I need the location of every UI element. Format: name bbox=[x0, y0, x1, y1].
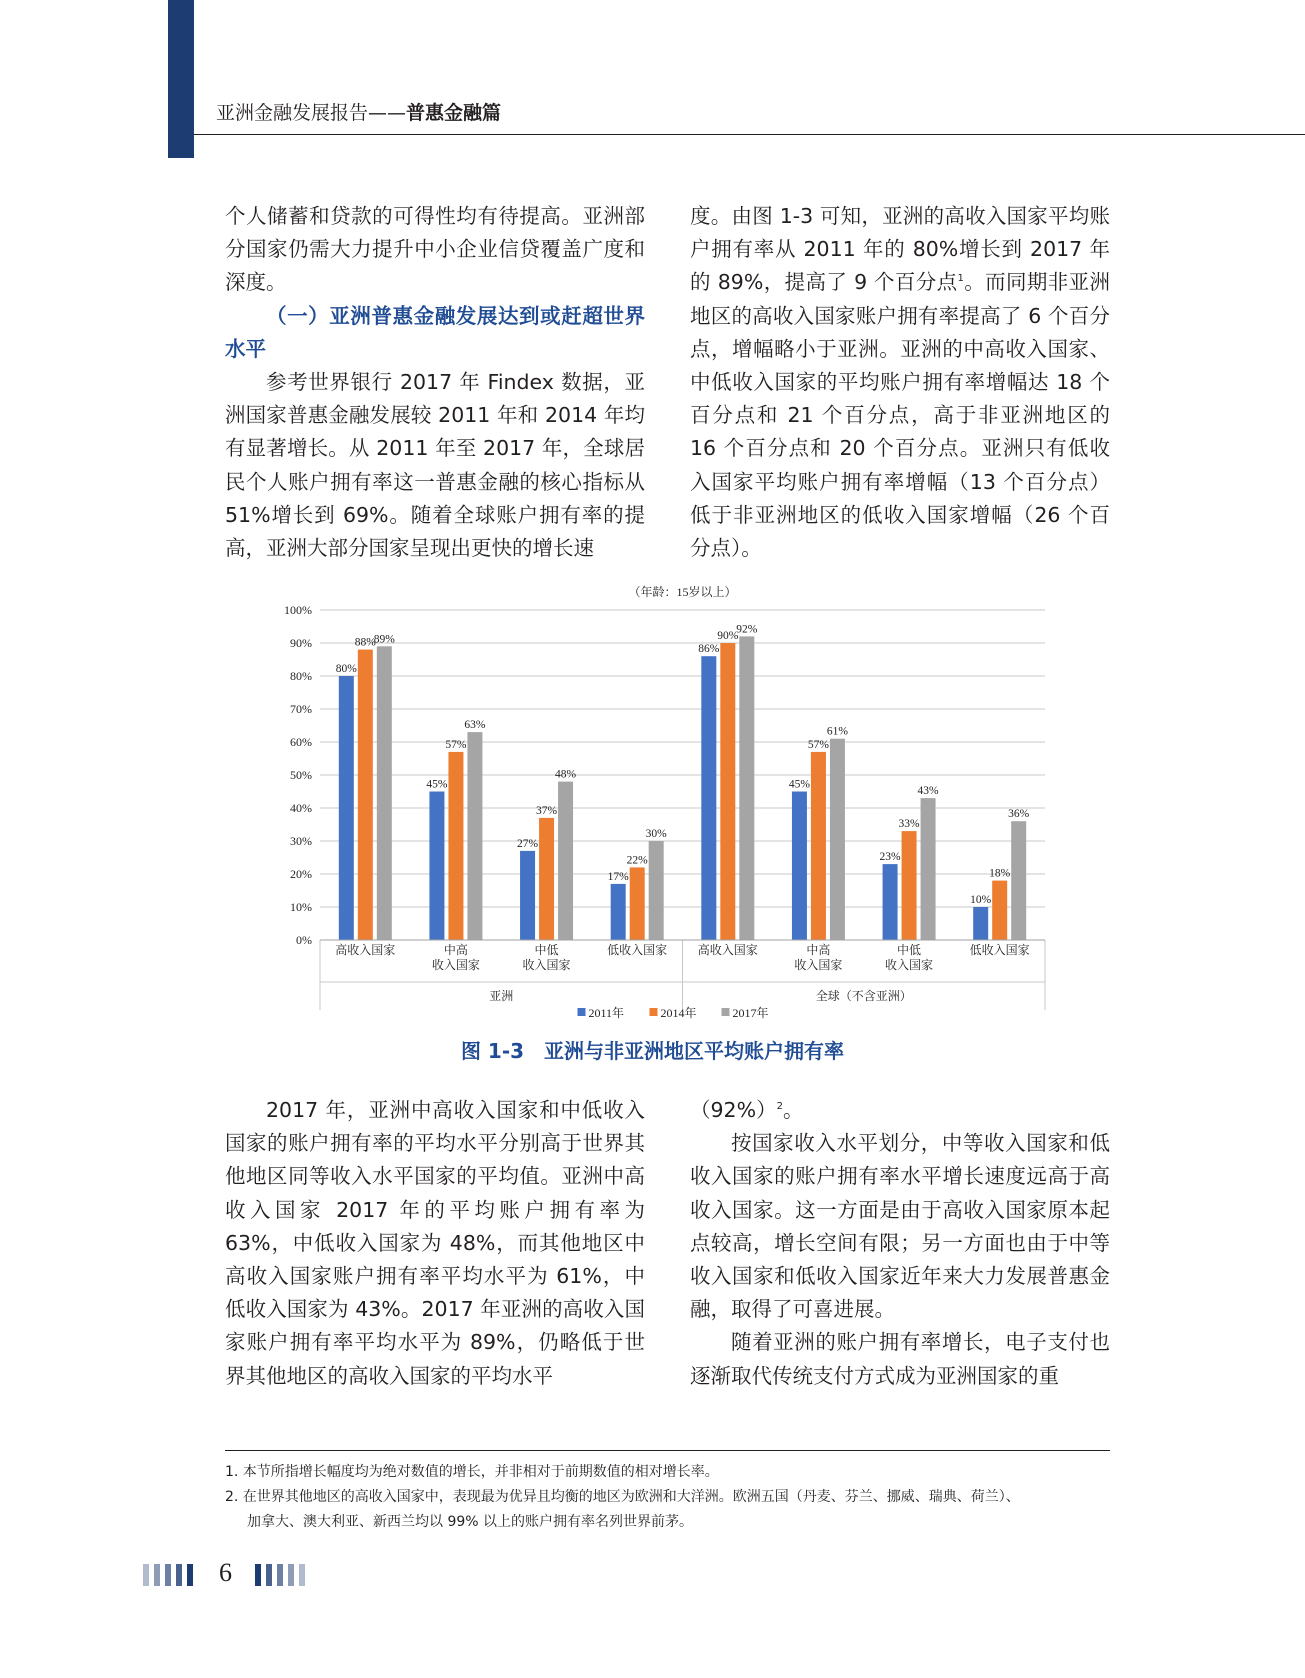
data-label: 27% bbox=[517, 837, 539, 850]
x-tick-label: 中低 bbox=[897, 943, 922, 957]
bar bbox=[701, 656, 716, 940]
data-label: 30% bbox=[645, 828, 667, 840]
x-tick-label: 收入国家 bbox=[794, 958, 843, 972]
paragraph: 随着亚洲的账户拥有率增长，电子支付也逐渐取代传统支付方式成为亚洲国家的重 bbox=[690, 1330, 1110, 1388]
bar bbox=[429, 792, 444, 941]
header-accent-bar bbox=[168, 0, 194, 158]
bar bbox=[467, 732, 482, 940]
bar bbox=[611, 884, 626, 940]
paragraph: 参考世界银行 2017 年 Findex 数据，亚洲国家普惠金融发展较 2011 年和 2014 年均有显著增长。从 2011 年至 2017 年，全球居民个人账户拥有率这一普惠金融的核心指标从 51%增长到 69%。随着全球账户拥有率的提高，亚洲大部分国家呈现出更快的增长速 bbox=[225, 370, 645, 561]
text-column-4 bbox=[690, 1094, 1110, 1393]
running-header bbox=[216, 98, 501, 125]
footnote-ref-1[interactable]: 1 bbox=[957, 273, 964, 285]
x-tick-label: 高收入国家 bbox=[335, 943, 396, 957]
figure-caption: 图 1-3 亚洲与非亚洲地区平均账户拥有率 bbox=[460, 1039, 845, 1063]
data-label: 23% bbox=[879, 851, 901, 864]
bar bbox=[720, 643, 735, 940]
bar bbox=[739, 636, 754, 940]
y-tick-label: 10% bbox=[290, 900, 312, 914]
page-number: 6 bbox=[219, 1558, 232, 1587]
bar bbox=[358, 650, 373, 940]
y-tick-label: 20% bbox=[290, 867, 312, 881]
footnote-rule bbox=[225, 1450, 1110, 1451]
data-label: 18% bbox=[989, 867, 1011, 880]
legend-swatch bbox=[578, 1008, 586, 1016]
legend-swatch bbox=[722, 1008, 730, 1016]
legend-label: 2014年 bbox=[660, 1006, 697, 1020]
bar bbox=[830, 739, 845, 940]
data-label: 63% bbox=[464, 719, 486, 732]
data-label: 57% bbox=[445, 738, 467, 751]
bar bbox=[921, 798, 936, 940]
running-header-main: 亚洲金融发展报告—— bbox=[216, 102, 407, 124]
bar bbox=[811, 752, 826, 940]
x-tick-label: 收入国家 bbox=[885, 958, 934, 972]
data-label: 17% bbox=[607, 870, 629, 883]
data-label: 89% bbox=[373, 633, 395, 646]
header-rule bbox=[194, 134, 1305, 135]
paragraph-text: （92%） bbox=[690, 1098, 777, 1122]
y-tick-label: 70% bbox=[290, 702, 312, 716]
y-tick-label: 60% bbox=[290, 735, 312, 749]
footnote-2: 2. 在世界其他地区的高收入国家中，表现最为优异且均衡的地区为欧洲和大洋洲。欧洲五国（丹麦、芬兰、挪威、瑞典、荷兰）、 bbox=[225, 1489, 1020, 1505]
x-tick-label: 低收入国家 bbox=[607, 943, 668, 957]
paragraph-text: 度。由图 1-3 可知，亚洲的高收入国家平均账户拥有率从 2011 年的 80%增长到 2017 年的 89%，提高了 9 个百分点 bbox=[690, 204, 1110, 295]
y-tick-label: 90% bbox=[290, 636, 312, 650]
data-label: 43% bbox=[917, 785, 939, 798]
bar bbox=[792, 792, 807, 941]
text-column-2 bbox=[690, 200, 1110, 565]
data-label: 37% bbox=[536, 804, 558, 817]
bar bbox=[558, 782, 573, 940]
bar-chart bbox=[270, 580, 1070, 1020]
data-label: 86% bbox=[698, 643, 720, 656]
y-tick-label: 30% bbox=[290, 834, 312, 848]
paragraph-text: 。 bbox=[782, 1098, 804, 1122]
footer-stripes-right bbox=[255, 1564, 315, 1586]
bar bbox=[973, 907, 988, 940]
text-column-1 bbox=[225, 200, 645, 565]
paragraph: 个人储蓄和贷款的可得性均有待提高。亚洲部分国家仍需大力提升中小企业信贷覆盖广度和深度。 bbox=[225, 204, 645, 295]
bar bbox=[992, 881, 1007, 940]
legend-label: 2017年 bbox=[732, 1006, 769, 1020]
chart-title: （年龄：15岁以上） bbox=[628, 585, 737, 599]
x-tick-label: 中低 bbox=[534, 943, 559, 957]
data-label: 57% bbox=[807, 738, 829, 751]
bar bbox=[630, 867, 645, 940]
footnote-1: 1. 本节所指增长幅度均为绝对数值的增长，并非相对于前期数值的相对增长率。 bbox=[225, 1464, 719, 1480]
footnote-ref-2[interactable]: 2 bbox=[776, 1101, 783, 1113]
data-label: 33% bbox=[898, 818, 920, 831]
section-heading: （一）亚洲普惠金融发展达到或赶超世界水平 bbox=[225, 303, 645, 361]
data-label: 22% bbox=[626, 854, 648, 867]
footnote-2-continued: 加拿大、澳大利亚、新西兰均以 99% 以上的账户拥有率名列世界前茅。 bbox=[247, 1514, 694, 1530]
x-tick-label: 收入国家 bbox=[431, 958, 480, 972]
bar bbox=[520, 851, 535, 940]
bar bbox=[649, 841, 664, 940]
x-tick-label: 中高 bbox=[806, 943, 831, 957]
legend-swatch bbox=[650, 1008, 658, 1016]
bar bbox=[539, 818, 554, 940]
data-label: 36% bbox=[1008, 808, 1030, 821]
paragraph-text: 。而同期非亚洲地区的高收入国家账户拥有率提高了 6 个百分点，增幅略小于亚洲。亚洲的中高收入国家、中低收入国家的平均账户拥有率增幅达 18 个百分点和 21 个百分点，高于非亚洲地区的 16 个百分点和 20 个百分点。亚洲只有低收入国家平均账户拥有率增幅（13 个百分点）低于非亚洲地区的低收入国家增幅（26 个百分点）。 bbox=[690, 270, 1111, 561]
footnotes bbox=[225, 1460, 1110, 1535]
data-label: 45% bbox=[788, 778, 810, 791]
x-tick-label: 收入国家 bbox=[522, 958, 571, 972]
group-label: 亚洲 bbox=[489, 989, 514, 1003]
x-tick-label: 高收入国家 bbox=[697, 943, 758, 957]
data-label: 10% bbox=[970, 894, 992, 906]
data-label: 90% bbox=[717, 630, 739, 642]
bar bbox=[339, 676, 354, 940]
data-label: 92% bbox=[736, 623, 758, 636]
legend-label: 2011年 bbox=[588, 1006, 625, 1020]
running-header-bold: 普惠金融篇 bbox=[406, 102, 502, 124]
y-tick-label: 50% bbox=[290, 768, 312, 782]
data-label: 48% bbox=[555, 768, 577, 781]
group-label: 全球（不含亚洲） bbox=[815, 989, 912, 1003]
data-label: 61% bbox=[826, 725, 848, 738]
bar bbox=[377, 646, 392, 940]
y-tick-label: 0% bbox=[296, 933, 312, 947]
data-label: 45% bbox=[426, 778, 448, 791]
footer-stripes-left bbox=[143, 1564, 203, 1586]
bar bbox=[902, 831, 917, 940]
paragraph: 按国家收入水平划分，中等收入国家和低收入国家的账户拥有率水平增长速度远高于高收入国家。这一方面是由于高收入国家原本起点较高，增长空间有限；另一方面也由于中等收入国家和低收入国家近年来大力发展普惠金融，取得了可喜进展。 bbox=[690, 1131, 1110, 1322]
paragraph bbox=[690, 200, 1110, 565]
x-tick-label: 低收入国家 bbox=[969, 943, 1030, 957]
paragraph bbox=[690, 1094, 1110, 1127]
data-label: 88% bbox=[354, 636, 376, 649]
bar bbox=[448, 752, 463, 940]
bar bbox=[883, 864, 898, 940]
data-label: 80% bbox=[335, 663, 357, 675]
y-tick-label: 40% bbox=[290, 801, 312, 815]
y-tick-label: 100% bbox=[284, 603, 312, 617]
bar bbox=[1011, 821, 1026, 940]
text-column-3 bbox=[225, 1094, 645, 1393]
paragraph: 2017 年，亚洲中高收入国家和中低收入国家的账户拥有率的平均水平分别高于世界其他地区同等收入水平国家的平均值。亚洲中高收入国家 2017 年的平均账户拥有率为 63%，中低收入国家为 48%，而其他地区中高收入国家账户拥有率平均水平为 61%，中低收入国家为 43%。2017 年亚洲的高收入国家账户拥有率平均水平为 89%，仍略低于世界其他地区的高收入国家的平均水平 bbox=[225, 1098, 645, 1388]
x-tick-label: 中高 bbox=[443, 943, 468, 957]
y-tick-label: 80% bbox=[290, 669, 312, 683]
